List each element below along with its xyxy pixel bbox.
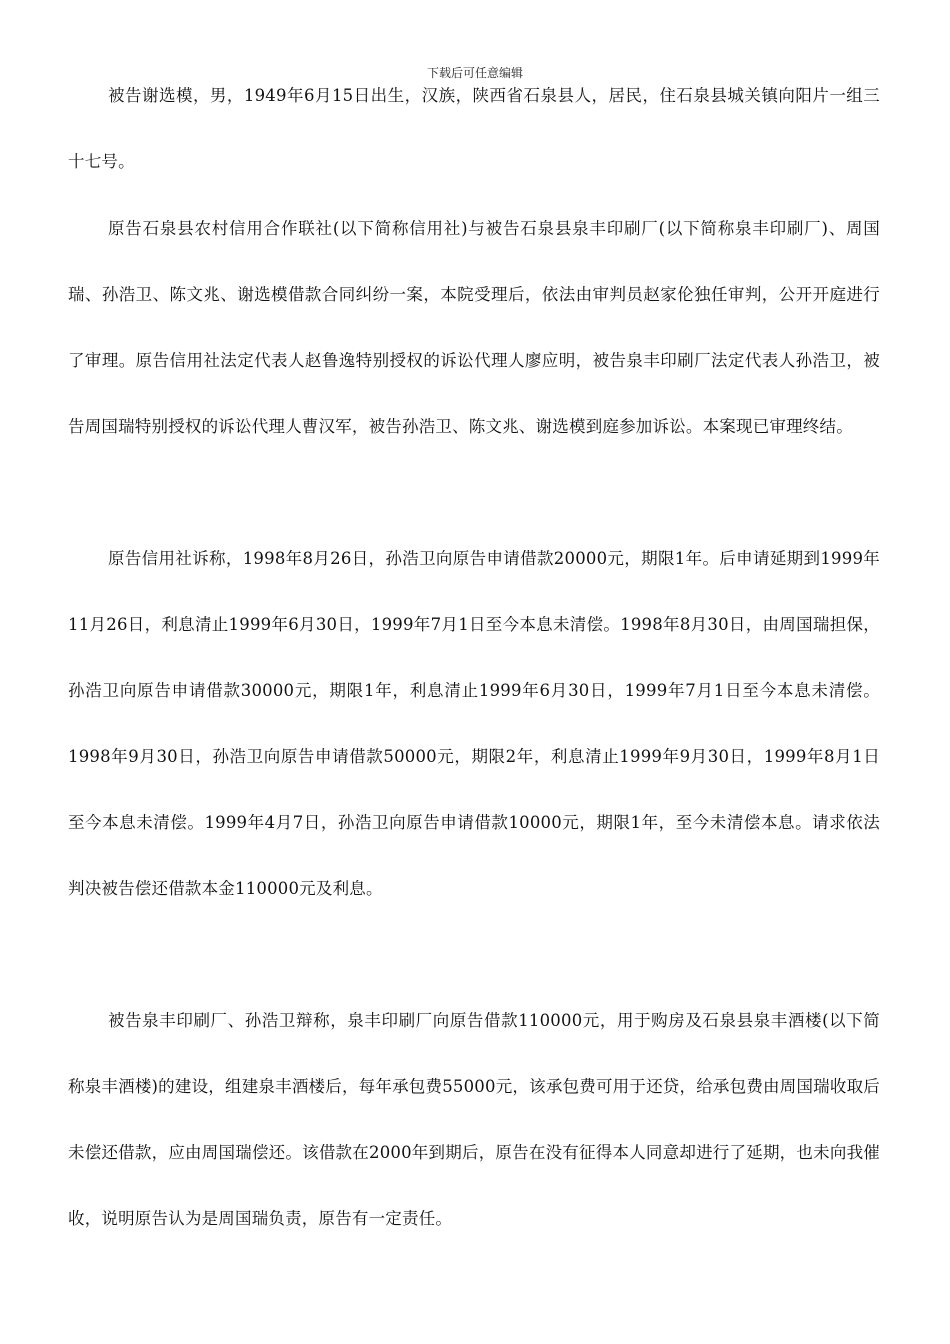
paragraph-plaintiff-claim: 原告信用社诉称，1998年8月26日，孙浩卫向原告申请借款20000元，期限1年。后申请延期到1999年11月26日，利息清止1999年6月30日，1999年7月1日至今本息未清偿。1998年8月30日，由周国瑞担保，孙浩卫向原告申请借款30000元，期限1年，利息清止1999年6月30日，1999年7月1日至今本息未清偿。1998年9月30日，孙浩卫向原告申请借款50000元，期限2年，利息清止1999年9月30日，1999年8月1日至今本息未清偿。1999年4月7日，孙浩卫向原告申请借款10000元，期限1年，至今未清偿本息。请求依法判决被告偿还借款本金110000元及利息。 [68, 549, 880, 898]
paragraph-case-intro: 原告石泉县农村信用合作联社(以下简称信用社)与被告石泉县泉丰印刷厂(以下简称泉丰印刷厂)、周国瑞、孙浩卫、陈文兆、谢选模借款合同纠纷一案，本院受理后，依法由审判员赵家伦独任审判，公开开庭进行了审理。原告信用社法定代表人赵鲁逸特别授权的诉讼代理人廖应明，被告泉丰印刷厂法定代表人孙浩卫，被告周国瑞特别授权的诉讼代理人曹汉军，被告孙浩卫、陈文兆、谢选模到庭参加诉讼。本案现已审理终结。 [68, 219, 880, 436]
paragraph-defendant-defense: 被告泉丰印刷厂、孙浩卫辩称，泉丰印刷厂向原告借款110000元，用于购房及石泉县泉丰酒楼(以下简称泉丰酒楼)的建设，组建泉丰酒楼后，每年承包费55000元，该承包费可用于还贷，给承包费由周国瑞收取后未偿还借款，应由周国瑞偿还。该借款在2000年到期后，原告在没有征得本人同意却进行了延期，也未向我催收，说明原告认为是周国瑞负责，原告有一定责任。 [68, 1011, 880, 1228]
paragraph-defendant-info: 被告谢选模，男，1949年6月15日出生，汉族，陕西省石泉县人，居民，住石泉县城关镇向阳片一组三十七号。 [68, 86, 880, 171]
header-note: 下载后可任意编辑 [426, 66, 523, 80]
